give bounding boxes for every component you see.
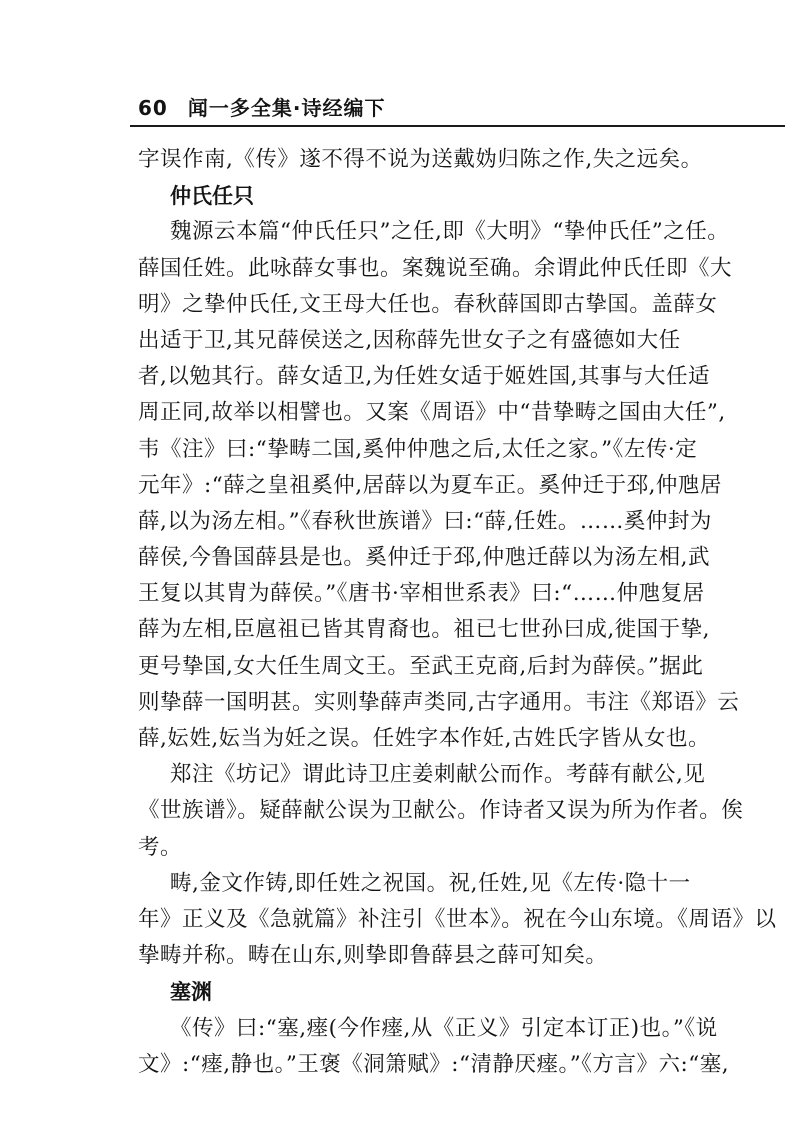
text-line: 周正同,故举以相譬也。又案《周语》中“昔挚畴之国由大任”,	[138, 400, 726, 426]
text-line: 明》之挚仲氏任,文王母大任也。春秋薛国即古挚国。盖薛女	[138, 291, 718, 317]
page-number: 60	[138, 96, 168, 120]
text-line: 出适于卫,其兄薛侯送之,因称薛先世女子之有盛德如大任	[138, 327, 681, 353]
text-line: 字误作南,《传》遂不得不说为送戴妫归陈之作,失之远矣。	[138, 147, 703, 172]
text-line: 薛为左相,臣扈祖已皆其胄裔也。祖已七世孙曰成,徙国于挚,	[138, 617, 711, 643]
text-line: 薛国任姓。此咏薛女事也。案魏说至确。余谓此仲氏任即《大	[138, 255, 733, 281]
text-line: 挚畴并称。畴在山东,则挚即鲁薛县之薛可知矣。	[138, 943, 608, 969]
text-line: 郑注《坊记》谓此诗卫庄姜刺献公而作。考薛有献公,见	[170, 762, 706, 788]
text-line: 更号挚国,女大任生周文王。至武王克商,后封为薛侯。”据此	[138, 653, 704, 679]
text-line: 畴,金文作铸,即任姓之祝国。祝,任姓,见《左传·隐十一	[170, 870, 691, 896]
section-heading: 仲氏任只	[170, 184, 254, 209]
text-line: 《世族谱》。疑薛献公误为卫献公。作诗者又误为所为作者。俟	[138, 798, 744, 824]
text-line: 薛,以为汤左相。”《春秋世族谱》曰:“薛,任姓。……奚仲封为	[138, 508, 712, 534]
section-heading: 塞渊	[170, 980, 212, 1005]
text-line: 则挚薛一国明甚。实则挚薛声类同,古字通用。韦注《郑语》云	[138, 689, 740, 715]
text-line: 考。	[138, 834, 183, 860]
text-line: 韦《注》曰:“挚畴二国,奚仲仲虺之后,太任之家。”《左传·定	[138, 436, 698, 462]
header-rule	[130, 125, 785, 127]
text-line: 文》:“瘗,静也。”王褒《洞箫赋》:“清静厌瘗。”《方言》六:“塞,	[138, 1051, 730, 1077]
text-line: 魏源云本篇“仲氏任只”之任,即《大明》“挚仲氏任”之任。	[170, 219, 730, 245]
running-header	[138, 92, 385, 122]
text-line: 《传》曰:“塞,瘗(今作瘗,从《正义》引定本订正)也。”《说	[170, 1015, 718, 1041]
body-text	[138, 142, 777, 1083]
book-title: 闻一多全集·诗经编下	[187, 96, 386, 120]
text-line: 王复以其胄为薛侯。”《唐书·宰相世系表》曰:“……仲虺复居	[138, 581, 705, 607]
text-line: 薛,妘姓,妘当为妊之误。任姓字本作妊,古姓氏字皆从女也。	[138, 726, 711, 751]
text-line: 者,以勉其行。薛女适卫,为任姓女适于姬姓国,其事与大任适	[138, 364, 711, 390]
text-line: 年》正义及《急就篇》补注引《世本》。祝在今山东境。《周语》以	[138, 906, 777, 932]
text-line: 元年》:“薛之皇祖奚仲,居薛以为夏车正。奚仲迁于邳,仲虺居	[138, 472, 722, 498]
text-line: 薛侯,今鲁国薛县是也。奚仲迁于邳,仲虺迁薛以为汤左相,武	[138, 545, 711, 571]
